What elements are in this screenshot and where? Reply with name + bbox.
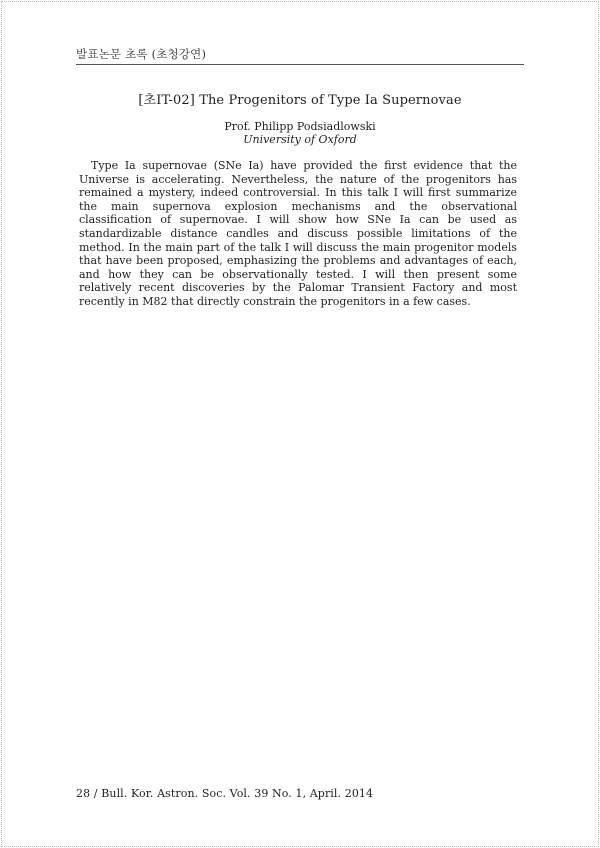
header-rule xyxy=(76,64,524,65)
running-header: 발표논문 초록 (초청강연) xyxy=(76,47,207,61)
author-block xyxy=(0,121,600,146)
author-name: Prof. Philipp Podsiadlowski xyxy=(224,120,376,133)
paper-title: [초IT-02] The Progenitors of Type Ia Supernovae xyxy=(138,93,462,108)
footer-citation: 28 / Bull. Kor. Astron. Soc. Vol. 39 No. 1, April. 2014 xyxy=(76,787,374,800)
abstract-text: Type Ia supernovae (SNe Ia) have provided the first evidence that the Universe is accelerating. Nevertheless, the nature of the progenitors has remained a mystery, indeed controversial. In this talk I will first summarize the main supernova explosion mechanisms and the observational classification of supernovae. I will show how SNe Ia can be used as standardizable distance candles and discuss possible limitations of the method. In the main part of the talk I will discuss the main progenitor models that have been proposed, emphasizing the problems and advantages of each, and how they can be observationally tested. I will then present some relatively recent discoveries by the Palomar Transient Factory and most recently in M82 that directly constrain the progenitors in a few cases. xyxy=(79,159,517,308)
author-affiliation: University of Oxford xyxy=(243,132,357,146)
